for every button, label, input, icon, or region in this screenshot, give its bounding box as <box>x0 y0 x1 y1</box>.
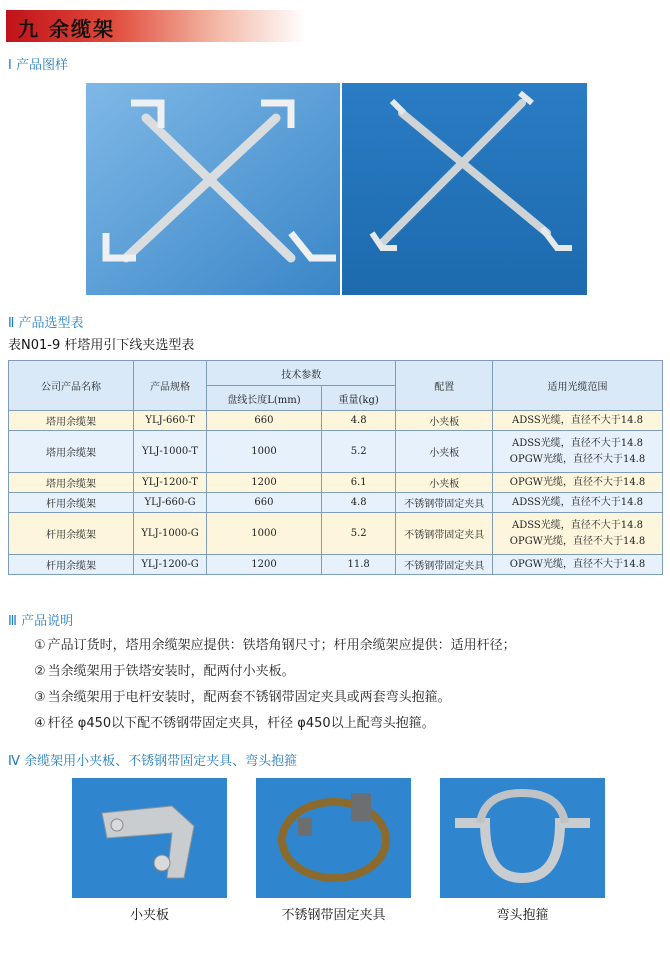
table-caption: 表N01-9 杆塔用引下线夹选型表 <box>8 338 195 353</box>
header-weight: 重量(kg) <box>321 386 395 411</box>
header-name: 公司产品名称 <box>9 361 134 411</box>
table-row: 杆用余缆架 YLJ-1200-G 1200 11.8 不锈钢带固定夹具 OPGW光缆，直径不大于14.8 <box>9 555 663 575</box>
section-title-description: Ⅲ 产品说明 <box>8 614 74 629</box>
header-length: 盘线长度L(mm) <box>207 386 322 411</box>
caption-elbow-hoop: 弯头抱箍 <box>496 908 549 923</box>
caption-small-clamp: 小夹板 <box>129 908 169 923</box>
list-item: ③ 当余缆架用于电杆安装时，配两套不锈钢带固定夹具或两套弯头抱箍。 <box>34 690 451 705</box>
header-spec: 产品规格 <box>134 361 207 411</box>
section-title-selection-table: Ⅱ 产品选型表 <box>8 316 84 331</box>
list-item: ② 当余缆架用于铁塔安装时，配两付小夹板。 <box>34 664 295 679</box>
list-item: ④ 杆径 φ450以下配不锈钢带固定夹具，杆径 φ450以上配弯头抱箍。 <box>34 716 435 731</box>
notes-list <box>34 633 516 737</box>
accessory-photo-small-clamp <box>72 778 227 898</box>
header-bar <box>6 10 306 42</box>
table-row: 塔用余缆架 YLJ-660-T 660 4.8 小夹板 ADSS光缆，直径不大于14.8 <box>9 411 663 431</box>
table-row: 杆用余缆架 YLJ-1000-G 1000 5.2 不锈钢带固定夹具 ADSS光缆，直径不大于14.8 OPGW光缆，直径不大于14.8 <box>9 513 663 555</box>
page-title: 九 余缆架 <box>18 17 115 41</box>
header-tech: 技术参数 <box>207 361 396 386</box>
product-photo-right <box>342 83 587 295</box>
accessory-photo-steel-band <box>256 778 411 898</box>
list-item: ① 产品订货时，塔用余缆架应提供：铁塔角钢尺寸；杆用余缆架应提供：适用杆径； <box>34 638 516 653</box>
header-config: 配置 <box>396 361 493 411</box>
header-range: 适用光缆范围 <box>493 361 663 411</box>
accessory-photo-elbow-hoop <box>440 778 605 898</box>
table-row: 塔用余缆架 YLJ-1200-T 1200 6.1 小夹板 OPGW光缆，直径不大于14.8 <box>9 473 663 493</box>
section-title-product-images: Ⅰ 产品图样 <box>8 58 68 73</box>
selection-table <box>8 360 663 575</box>
table-row: 塔用余缆架 YLJ-1000-T 1000 5.2 小夹板 ADSS光缆，直径不大于14.8 OPGW光缆，直径不大于14.8 <box>9 431 663 473</box>
section-title-accessories: Ⅳ 余缆架用小夹板、不锈钢带固定夹具、弯头抱箍 <box>8 754 298 769</box>
caption-steel-band: 不锈钢带固定夹具 <box>281 908 386 923</box>
product-photo-left <box>86 83 340 295</box>
table-row: 杆用余缆架 YLJ-660-G 660 4.8 不锈钢带固定夹具 ADSS光缆，直径不大于14.8 <box>9 493 663 513</box>
